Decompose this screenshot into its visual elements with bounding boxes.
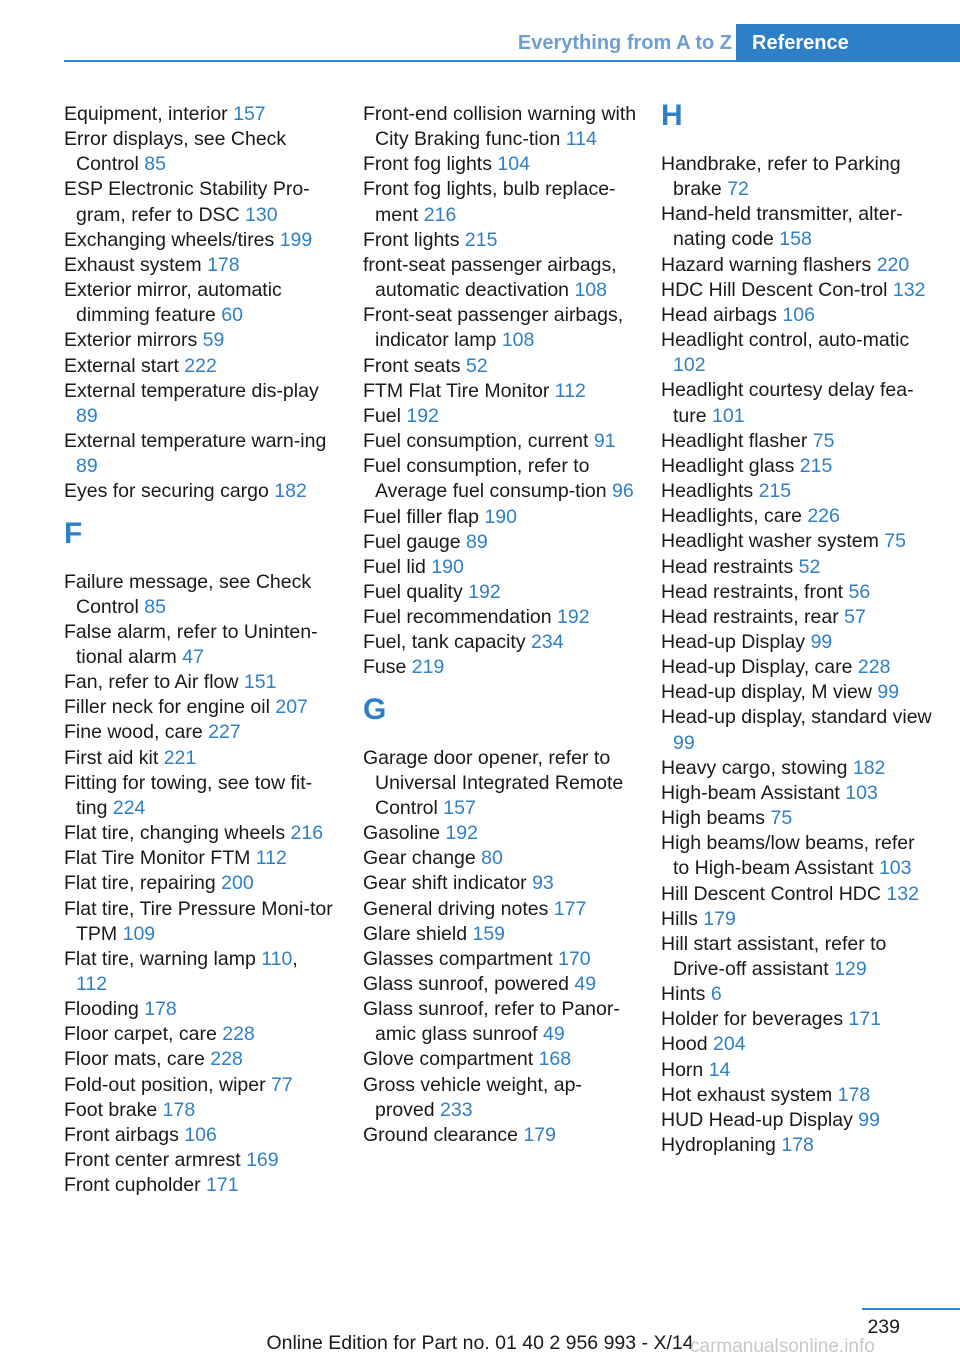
page-link[interactable]: 222 bbox=[184, 354, 217, 377]
index-term: Glove compartment bbox=[363, 1048, 539, 1071]
index-entry bbox=[363, 253, 638, 303]
index-term: Flat tire, warning lamp bbox=[64, 947, 262, 970]
index-term: Ground clearance bbox=[363, 1123, 524, 1146]
index-term: Hot exhaust system bbox=[661, 1083, 838, 1106]
index-term: Fitting for towing, see tow fit‐ting bbox=[64, 771, 313, 819]
index-entry bbox=[661, 429, 936, 454]
index-term: Fuel bbox=[363, 404, 407, 427]
page-link[interactable]: 59 bbox=[202, 329, 225, 352]
index-entry bbox=[661, 328, 936, 378]
page-link[interactable]: 233 bbox=[440, 1098, 473, 1121]
page-link[interactable]: 178 bbox=[207, 253, 240, 276]
index-term: High beams bbox=[661, 807, 771, 830]
index-entry bbox=[64, 354, 334, 379]
page-link[interactable]: 219 bbox=[411, 656, 445, 679]
index-term: HDC Hill Descent Con‐trol bbox=[661, 278, 893, 301]
index-entry bbox=[661, 378, 936, 428]
index-term: Head restraints, rear bbox=[661, 605, 845, 628]
index-entry bbox=[64, 379, 334, 429]
page-link[interactable]: 177 bbox=[553, 897, 587, 920]
index-term: Hand-held transmitter, alter‐nating code bbox=[661, 203, 903, 251]
index-entry bbox=[363, 605, 638, 630]
index-entry bbox=[64, 746, 334, 771]
page-link[interactable]: 85 bbox=[144, 595, 166, 618]
index-entry bbox=[64, 620, 334, 670]
index-entry bbox=[64, 127, 334, 177]
index-entry bbox=[363, 821, 638, 846]
page-link[interactable]: 192 bbox=[557, 606, 590, 629]
page-link[interactable]: 157 bbox=[443, 796, 476, 819]
index-term: Headlight control, auto‐matic bbox=[661, 329, 910, 352]
index-term: Front airbags bbox=[64, 1123, 185, 1146]
index-entry bbox=[661, 781, 936, 806]
index-entry: Flat tire, warning lamp 110, 112 bbox=[64, 947, 298, 995]
index-entry bbox=[363, 228, 638, 253]
page-link[interactable]: 89 bbox=[76, 455, 98, 478]
page-link[interactable]: 132 bbox=[886, 882, 919, 905]
index-entry bbox=[661, 202, 936, 252]
page-link[interactable]: 108 bbox=[574, 279, 607, 302]
index-term: Filler neck for engine oil bbox=[64, 696, 276, 719]
index-term: External start bbox=[64, 354, 185, 377]
index-entry bbox=[64, 821, 334, 846]
index-term: HUD Head-up Display bbox=[661, 1108, 859, 1131]
page-number-rule bbox=[862, 1308, 960, 1310]
index-entry bbox=[64, 1047, 334, 1072]
page-link[interactable]: 171 bbox=[848, 1008, 882, 1031]
index-term: Front lights bbox=[363, 228, 465, 251]
index-entry bbox=[363, 152, 638, 177]
page-link[interactable]: 168 bbox=[538, 1048, 572, 1071]
page-link[interactable]: 228 bbox=[857, 656, 891, 679]
index-entry bbox=[363, 379, 638, 404]
index-entry bbox=[661, 756, 936, 781]
index-entry bbox=[64, 1098, 334, 1123]
index-term: Flat tire, repairing bbox=[64, 872, 222, 895]
index-entry bbox=[363, 1123, 638, 1148]
page-link[interactable]: 57 bbox=[844, 605, 866, 628]
index-term: Headlight glass bbox=[661, 454, 800, 477]
page-link[interactable]: 204 bbox=[713, 1033, 746, 1056]
page-link[interactable]: 226 bbox=[807, 505, 840, 528]
index-term: Glare shield bbox=[363, 922, 473, 945]
index-term: Head-up Display bbox=[661, 630, 811, 653]
index-term: Eyes for securing cargo bbox=[64, 480, 275, 503]
page-link[interactable]: 216 bbox=[290, 822, 324, 845]
page-link[interactable]: 89 bbox=[466, 530, 488, 553]
page-link[interactable]: 89 bbox=[76, 404, 98, 427]
index-term: Glasses compartment bbox=[363, 947, 559, 970]
index-entry bbox=[661, 1032, 936, 1057]
index-entry bbox=[363, 530, 638, 555]
page-link[interactable]: 106 bbox=[782, 303, 815, 326]
index-entry bbox=[64, 1123, 334, 1148]
index-term: General driving notes bbox=[363, 897, 554, 920]
page-link[interactable]: 109 bbox=[122, 922, 156, 945]
index-term: Headlights, care bbox=[661, 505, 808, 528]
index-term: Front-end collision warning with City Braking func‐tion bbox=[363, 103, 637, 151]
index-term: Gasoline bbox=[363, 822, 446, 845]
page-link[interactable]: 178 bbox=[162, 1098, 196, 1121]
index-term: Hydroplaning bbox=[661, 1134, 782, 1157]
index-term: Fine wood, care bbox=[64, 721, 209, 744]
page-link[interactable]: 169 bbox=[246, 1149, 279, 1172]
index-term: Front-seat passenger airbags, indicator lamp bbox=[363, 304, 624, 352]
index-entry bbox=[661, 630, 936, 655]
index-entry bbox=[661, 278, 936, 303]
page-link[interactable]: 157 bbox=[233, 103, 266, 125]
page-link[interactable]: 112 bbox=[255, 847, 287, 870]
index-entry bbox=[661, 152, 936, 202]
index-term: Equipment, interior bbox=[64, 103, 234, 125]
index-entry bbox=[661, 1083, 936, 1108]
page-link[interactable]: 192 bbox=[468, 580, 501, 603]
index-entry bbox=[363, 947, 638, 972]
index-term: Glass sunroof, refer to Panor‐amic glass sunroof bbox=[363, 998, 620, 1046]
page-link[interactable]: 171 bbox=[206, 1174, 239, 1197]
index-column-2 bbox=[363, 102, 638, 1148]
index-entry bbox=[64, 1173, 334, 1198]
index-entry bbox=[64, 228, 334, 253]
index-term: Headlight flasher bbox=[661, 429, 813, 452]
index-entry bbox=[661, 831, 936, 881]
index-term: Flat tire, Tire Pressure Moni‐tor TPM bbox=[64, 897, 333, 945]
index-term: Floor mats, care bbox=[64, 1048, 211, 1071]
page-link[interactable]: 47 bbox=[182, 645, 204, 668]
page-link[interactable]: 228 bbox=[210, 1048, 243, 1071]
page-link[interactable]: 108 bbox=[501, 329, 535, 352]
index-term: Front fog lights, bulb replace‐ment bbox=[363, 178, 616, 226]
index-term: Fuel recommendation bbox=[363, 606, 558, 629]
index-term: Gear shift indicator bbox=[363, 872, 533, 895]
index-term: External temperature warn‐ing bbox=[64, 430, 327, 453]
index-term: Hills bbox=[661, 907, 704, 930]
page-link[interactable]: 99 bbox=[810, 630, 833, 653]
page-link[interactable]: 112 bbox=[76, 973, 108, 995]
index-entry bbox=[64, 871, 334, 896]
index-entry bbox=[363, 630, 638, 655]
index-entry bbox=[661, 882, 936, 907]
index-entry bbox=[363, 177, 638, 227]
page-link[interactable]: 99 bbox=[877, 681, 900, 704]
index-term: False alarm, refer to Uninten‐tional alarm bbox=[64, 620, 318, 668]
page-link[interactable]: 96 bbox=[612, 480, 634, 503]
page-link[interactable]: 178 bbox=[837, 1083, 871, 1106]
index-entry bbox=[661, 1058, 936, 1083]
index-term: Hazard warning flashers bbox=[661, 253, 877, 276]
index-entry bbox=[64, 771, 334, 821]
index-term: Flat tire, changing wheels bbox=[64, 822, 291, 845]
page-link[interactable]: 158 bbox=[779, 228, 812, 251]
index-term: Gear change bbox=[363, 847, 482, 870]
page-link[interactable]: 6 bbox=[710, 983, 722, 1006]
page-link[interactable]: 99 bbox=[673, 731, 695, 754]
page-link[interactable]: 75 bbox=[812, 429, 835, 452]
page-link[interactable]: 130 bbox=[245, 203, 278, 226]
index-term: Foot brake bbox=[64, 1098, 163, 1121]
index-entry bbox=[661, 982, 936, 1007]
index-term: Fuel lid bbox=[363, 555, 432, 578]
index-term: Head-up display, M view bbox=[661, 681, 878, 704]
page-link[interactable]: 220 bbox=[876, 253, 910, 276]
index-term: Glass sunroof, powered bbox=[363, 973, 575, 995]
index-term: Hints bbox=[661, 983, 711, 1006]
page-link[interactable]: 85 bbox=[144, 153, 166, 176]
index-term: External temperature dis‐play bbox=[64, 379, 319, 402]
index-entry bbox=[64, 846, 334, 871]
page-link[interactable]: 110 bbox=[261, 947, 293, 970]
index-term: Head-up display, standard view bbox=[661, 706, 932, 729]
page-link[interactable]: 91 bbox=[593, 430, 616, 453]
page-link[interactable]: 106 bbox=[184, 1123, 217, 1146]
index-entry bbox=[363, 404, 638, 429]
index-entry bbox=[661, 1007, 936, 1032]
index-entry bbox=[363, 846, 638, 871]
page-link[interactable]: 52 bbox=[798, 555, 821, 578]
index-entry bbox=[64, 328, 334, 353]
index-term: Handbrake, refer to Parking brake bbox=[661, 153, 901, 201]
index-entry bbox=[64, 278, 334, 328]
index-term: Front seats bbox=[363, 354, 466, 377]
index-entry bbox=[64, 177, 334, 227]
index-term: Head restraints bbox=[661, 555, 799, 578]
index-term: Exterior mirror, automatic dimming feature bbox=[64, 279, 282, 327]
index-term: Fuel, tank capacity bbox=[363, 631, 531, 654]
page-link[interactable]: 192 bbox=[406, 404, 439, 427]
reference-tab[interactable]: Reference bbox=[736, 24, 960, 62]
index-entry bbox=[661, 555, 936, 580]
index-entry bbox=[661, 253, 936, 278]
index-entry bbox=[363, 746, 638, 821]
index-letter-heading: G bbox=[363, 692, 387, 726]
index-entry bbox=[661, 580, 936, 605]
index-entry bbox=[363, 972, 638, 997]
index-term: Front cupholder bbox=[64, 1174, 206, 1197]
page-link[interactable]: 224 bbox=[112, 796, 146, 819]
page-link[interactable]: 72 bbox=[727, 178, 749, 201]
index-term: Headlights bbox=[661, 480, 759, 503]
page-link[interactable]: 228 bbox=[222, 1023, 255, 1046]
index-term: Fuel consumption, refer to Average fuel consump‐tion bbox=[363, 455, 613, 503]
index-entry bbox=[363, 354, 638, 379]
index-entry bbox=[661, 454, 936, 479]
page-link[interactable]: 102 bbox=[673, 354, 706, 377]
index-term: First aid kit bbox=[64, 746, 164, 769]
index-entry bbox=[661, 1108, 936, 1133]
index-entry bbox=[661, 680, 936, 705]
page-link[interactable]: 80 bbox=[481, 847, 503, 870]
index-term: Error displays, see Check Control bbox=[64, 128, 287, 176]
index-entry bbox=[661, 303, 936, 328]
index-column-3 bbox=[661, 99, 936, 1158]
index-entry bbox=[363, 303, 638, 353]
page-link[interactable]: 215 bbox=[464, 228, 498, 251]
index-term: Holder for beverages bbox=[661, 1008, 849, 1031]
page-link[interactable]: 129 bbox=[834, 958, 867, 980]
index-term: Heavy cargo, stowing bbox=[661, 756, 853, 779]
page-link[interactable]: 192 bbox=[445, 822, 478, 845]
page-link[interactable]: 182 bbox=[852, 756, 886, 779]
index-term: High-beam Assistant bbox=[661, 781, 846, 804]
page-link[interactable]: 182 bbox=[274, 480, 307, 503]
index-entry bbox=[363, 505, 638, 530]
index-entry bbox=[661, 655, 936, 680]
index-term: Exhaust system bbox=[64, 253, 208, 276]
page-link[interactable]: 178 bbox=[144, 998, 177, 1021]
index-entry bbox=[363, 922, 638, 947]
index-term: Flooding bbox=[64, 998, 145, 1021]
index-term: Exterior mirrors bbox=[64, 329, 203, 352]
index-letter-heading: F bbox=[64, 516, 83, 550]
index-term: Fan, refer to Air flow bbox=[64, 671, 244, 694]
page-link[interactable]: 178 bbox=[781, 1134, 814, 1157]
index-term: FTM Flat Tire Monitor bbox=[363, 379, 555, 402]
page-link[interactable]: 200 bbox=[221, 872, 254, 895]
index-term: Head restraints, front bbox=[661, 580, 849, 603]
index-entry bbox=[64, 997, 334, 1022]
index-term: ESP Electronic Stability Pro‐gram, refer to DSC bbox=[64, 178, 310, 226]
page-link[interactable]: 207 bbox=[275, 696, 308, 719]
index-entry bbox=[64, 479, 334, 504]
index-entry bbox=[661, 605, 936, 630]
index-entry bbox=[363, 1073, 638, 1123]
page-link[interactable]: 215 bbox=[758, 480, 792, 503]
index-term: front-seat passenger airbags, automatic deactivation bbox=[363, 253, 617, 302]
index-entry bbox=[661, 529, 936, 554]
edition-footer: Online Edition for Part no. 01 40 2 956 993 - X/14 bbox=[266, 1332, 694, 1354]
index-term: Front fog lights bbox=[363, 153, 498, 176]
page-link[interactable]: 112 bbox=[554, 379, 586, 402]
index-term: Head-up Display, care bbox=[661, 656, 858, 679]
section-title: Everything from A to Z bbox=[517, 32, 732, 54]
index-entry bbox=[363, 1047, 638, 1072]
index-entry bbox=[64, 897, 334, 947]
index-entry bbox=[64, 695, 334, 720]
index-term: Fuel consumption, current bbox=[363, 430, 594, 453]
page-link[interactable]: 179 bbox=[703, 907, 736, 930]
page-link[interactable]: 103 bbox=[878, 857, 912, 880]
index-term: Head airbags bbox=[661, 303, 783, 326]
index-entry bbox=[661, 806, 936, 831]
page-link[interactable]: 179 bbox=[523, 1123, 556, 1146]
page-link[interactable]: 49 bbox=[574, 973, 597, 995]
index-term: Headlight washer system bbox=[661, 530, 885, 553]
page-link[interactable]: 132 bbox=[892, 278, 926, 301]
index-term: Hood bbox=[661, 1033, 714, 1056]
page-link[interactable]: 190 bbox=[431, 555, 464, 578]
page-link[interactable]: 93 bbox=[532, 872, 554, 895]
page-link[interactable]: 159 bbox=[472, 922, 506, 945]
index-entry bbox=[661, 504, 936, 529]
index-term: Fuel quality bbox=[363, 580, 469, 603]
index-entry bbox=[661, 932, 936, 982]
index-entry bbox=[363, 429, 638, 454]
page-link[interactable]: 99 bbox=[858, 1108, 880, 1131]
index-entry bbox=[64, 1073, 334, 1098]
index-term: Fuel filler flap bbox=[363, 505, 485, 528]
index-term: Gross vehicle weight, ap‐proved bbox=[363, 1073, 582, 1121]
index-term: Fuel gauge bbox=[363, 530, 466, 553]
index-term: Fuse bbox=[363, 656, 412, 679]
page-number: 239 bbox=[867, 1316, 900, 1338]
index-letter-heading: H bbox=[661, 99, 683, 132]
page-link[interactable]: 75 bbox=[884, 530, 906, 553]
index-entry bbox=[661, 705, 936, 755]
page-link[interactable]: 190 bbox=[484, 505, 517, 528]
page-link[interactable]: 103 bbox=[845, 781, 878, 804]
index-entry bbox=[363, 997, 638, 1047]
index-term: Fold-out position, wiper bbox=[64, 1073, 272, 1096]
index-column-1 bbox=[64, 102, 334, 1198]
index-entry bbox=[64, 720, 334, 745]
index-term: Failure message, see Check Control bbox=[64, 570, 312, 618]
page-link[interactable]: 170 bbox=[558, 947, 591, 970]
page-link[interactable]: 114 bbox=[565, 128, 597, 151]
index-entry bbox=[64, 429, 334, 479]
page-link[interactable]: 216 bbox=[423, 203, 457, 226]
index-term: High beams/low beams, refer to High-beam Assistant bbox=[661, 832, 915, 880]
page-link[interactable]: 56 bbox=[848, 580, 871, 603]
index-entry bbox=[661, 1133, 936, 1158]
page-link[interactable]: 151 bbox=[243, 671, 277, 694]
page-link[interactable]: 227 bbox=[208, 721, 241, 744]
index-entry bbox=[64, 253, 334, 278]
page-link[interactable]: 215 bbox=[799, 454, 833, 477]
page-link[interactable]: 221 bbox=[163, 746, 197, 769]
page-link[interactable]: 101 bbox=[712, 404, 745, 427]
page-link[interactable]: 60 bbox=[221, 304, 243, 327]
index-term: Garage door opener, refer to Universal Integrated Remote Control bbox=[363, 746, 624, 819]
index-term: Flat Tire Monitor FTM bbox=[64, 847, 256, 870]
page-link[interactable]: 52 bbox=[465, 354, 488, 377]
index-entry bbox=[64, 1022, 334, 1047]
index-entry bbox=[64, 570, 334, 620]
index-entry bbox=[363, 102, 638, 152]
index-term: Horn bbox=[661, 1058, 709, 1081]
index-entry bbox=[363, 454, 638, 504]
watermark: carmanualsonline.info bbox=[690, 1336, 875, 1357]
index-term: Hill Descent Control HDC bbox=[661, 882, 887, 905]
index-term: Hill start assistant, refer to Drive-off assistant bbox=[661, 932, 887, 980]
index-entry bbox=[64, 1148, 334, 1173]
page-link[interactable]: 234 bbox=[531, 631, 564, 654]
index-term: Floor carpet, care bbox=[64, 1023, 223, 1046]
page-link[interactable]: 77 bbox=[271, 1073, 293, 1096]
index-entry bbox=[661, 479, 936, 504]
index-entry bbox=[363, 555, 638, 580]
page-link[interactable]: 14 bbox=[708, 1058, 731, 1081]
index-term: Headlight courtesy delay fea‐ture bbox=[661, 379, 914, 427]
index-entry bbox=[363, 655, 638, 680]
index-term: Exchanging wheels/tires bbox=[64, 228, 280, 251]
page-link[interactable]: 75 bbox=[770, 807, 793, 830]
index-entry bbox=[64, 670, 334, 695]
page-link[interactable]: 199 bbox=[279, 228, 313, 251]
page-link[interactable]: 104 bbox=[497, 153, 530, 176]
index-entry bbox=[363, 871, 638, 896]
index-term: Front center armrest bbox=[64, 1149, 247, 1172]
index-entry bbox=[363, 897, 638, 922]
page-link[interactable]: 49 bbox=[543, 1023, 565, 1046]
index-entry bbox=[363, 580, 638, 605]
index-entry bbox=[661, 907, 936, 932]
index-entry bbox=[64, 102, 334, 127]
